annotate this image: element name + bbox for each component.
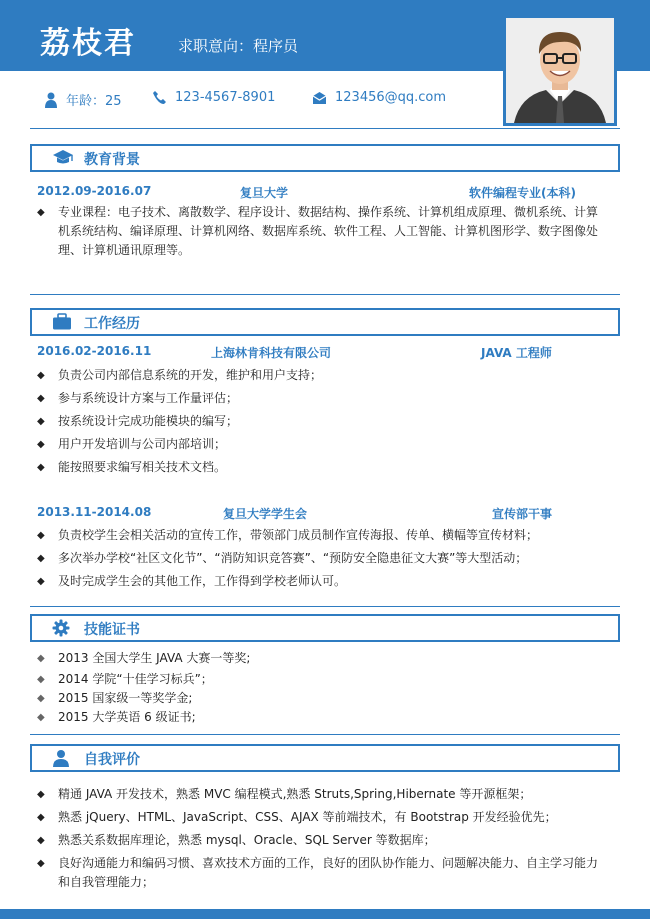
- skill-text: 2015 国家级一等奖学金;: [58, 691, 193, 705]
- diamond-bullet-icon: ◆: [37, 462, 45, 473]
- self-eval-text: 精通 JAVA 开发技术，熟悉 MVC 编程模式,熟悉 Struts,Spring,Hibernate 等开源框架；: [58, 787, 532, 801]
- mail-icon: [312, 91, 327, 105]
- user-icon: [52, 749, 70, 767]
- diamond-bullet-icon: ◆: [37, 835, 45, 846]
- list-item: [37, 389, 602, 408]
- gear-icon: [52, 619, 70, 637]
- section-education: [30, 144, 620, 172]
- diamond-bullet-icon: ◆: [37, 530, 45, 541]
- job-org: 复旦大学学生会: [223, 507, 308, 521]
- education-entry: [37, 184, 597, 202]
- diamond-bullet-icon: ◆: [37, 576, 45, 587]
- list-item: [37, 412, 602, 431]
- divider: [30, 128, 620, 129]
- person-icon: [44, 92, 58, 108]
- divider: [30, 734, 620, 735]
- divider: [30, 294, 620, 295]
- section-skills: [30, 614, 620, 642]
- diamond-bullet-icon: ◆: [37, 207, 45, 218]
- diamond-bullet-icon: ◆: [37, 439, 45, 450]
- job-duty-text: 用户开发培训与公司内部培训；: [58, 437, 227, 451]
- self-eval-text: 熟悉关系数据库理论，熟悉 mysql、Oracle、SQL Server 等数据库；: [58, 833, 436, 847]
- list-item: [37, 549, 602, 568]
- diamond-bullet-icon: ◆: [37, 693, 45, 704]
- job-duty-text: 参与系统设计方案与工作量评估；: [58, 391, 239, 405]
- phone-icon: [152, 90, 167, 105]
- list-item: [37, 708, 602, 727]
- skill-text: 2013 全国大学生 JAVA 大赛一等奖;: [58, 651, 251, 665]
- footer-band: [0, 909, 650, 919]
- list-item: [37, 785, 602, 804]
- section-title: 技能证书: [84, 622, 140, 638]
- section-self-evaluation: [30, 744, 620, 772]
- list-item: [37, 854, 602, 892]
- list-item: [37, 572, 602, 591]
- list-item: [37, 366, 602, 385]
- section-title: 工作经历: [84, 316, 140, 332]
- self-eval-text: 熟悉 jQuery、HTML、JavaScript、CSS、AJAX 等前端技术，有 Bootstrap 开发经验优先；: [58, 810, 557, 824]
- job-entry: [37, 344, 597, 362]
- divider: [30, 606, 620, 607]
- job-duty-text: 负责校学生会相关活动的宣传工作，带领部门成员制作宣传海报、传单、横幅等宣传材料；: [58, 528, 539, 542]
- job-duty-text: 按系统设计完成功能模块的编写；: [58, 414, 239, 428]
- briefcase-icon: [52, 313, 72, 330]
- list-item: [37, 203, 602, 260]
- list-item: [37, 670, 602, 689]
- list-item: [37, 649, 602, 668]
- list-item: [37, 526, 602, 545]
- skill-text: 2014 学院“十佳学习标兵”；: [58, 672, 213, 686]
- section-work: [30, 308, 620, 336]
- diamond-bullet-icon: ◆: [37, 553, 45, 564]
- job-duty-text: 多次举办学校“社区文化节”、“消防知识竞答赛”、“预防安全隐患征文大赛”等大型活动；: [58, 551, 528, 565]
- diamond-bullet-icon: ◆: [37, 858, 45, 869]
- education-major: 软件编程专业(本科): [469, 186, 576, 200]
- skill-text: 2015 大学英语 6 级证书;: [58, 710, 196, 724]
- job-org: 上海林肯科技有限公司: [211, 346, 332, 360]
- phone-text: 123-4567-8901: [175, 90, 276, 105]
- education-school: 复旦大学: [240, 186, 289, 200]
- age-info: [44, 90, 122, 109]
- profile-photo: [503, 15, 617, 126]
- diamond-bullet-icon: ◆: [37, 393, 45, 404]
- email-text: 123456@qq.com: [335, 90, 447, 105]
- phone-info: [152, 90, 275, 105]
- job-entry: [37, 505, 597, 523]
- list-item: [37, 435, 602, 454]
- job-period: 2016.02-2016.11: [37, 344, 152, 358]
- list-item: [37, 458, 602, 477]
- list-item: [37, 689, 602, 708]
- courses-text: 专业课程：电子技术、离散数学、程序设计、数据结构、操作系统、计算机组成原理、微机系统、计算机系统结构、编译原理、计算机网络、数据库系统、软件工程、人工智能、计算机图形学、数字图像处理、计算机通讯原理等。: [58, 205, 599, 257]
- job-duty-text: 能按照要求编写相关技术文档。: [58, 460, 227, 474]
- self-eval-text: 良好沟通能力和编码习惯、喜欢技术方面的工作，良好的团队协作能力、问题解决能力、自主学习能力和自我管理能力；: [58, 856, 599, 889]
- diamond-bullet-icon: ◆: [37, 653, 45, 664]
- graduation-cap-icon: [52, 149, 74, 167]
- diamond-bullet-icon: ◆: [37, 812, 45, 823]
- diamond-bullet-icon: ◆: [37, 416, 45, 427]
- candidate-name: 荔枝君: [40, 26, 136, 61]
- job-period: 2013.11-2014.08: [37, 505, 152, 519]
- section-title: 教育背景: [84, 152, 140, 168]
- list-item: [37, 808, 602, 827]
- diamond-bullet-icon: ◆: [37, 674, 45, 685]
- education-period: 2012.09-2016.07: [37, 184, 152, 198]
- email-info: [312, 90, 446, 105]
- section-title: 自我评价: [84, 752, 140, 768]
- job-intention: 求职意向：程序员: [178, 37, 299, 55]
- job-duty-text: 负责公司内部信息系统的开发，维护和用户支持；: [58, 368, 323, 382]
- age-text: 年龄：25: [66, 94, 122, 109]
- diamond-bullet-icon: ◆: [37, 712, 45, 723]
- job-role: 宣传部干事: [492, 507, 553, 521]
- diamond-bullet-icon: ◆: [37, 789, 45, 800]
- job-duty-text: 及时完成学生会的其他工作，工作得到学校老师认可。: [58, 574, 347, 588]
- list-item: [37, 831, 602, 850]
- diamond-bullet-icon: ◆: [37, 370, 45, 381]
- job-role: JAVA 工程师: [481, 346, 552, 360]
